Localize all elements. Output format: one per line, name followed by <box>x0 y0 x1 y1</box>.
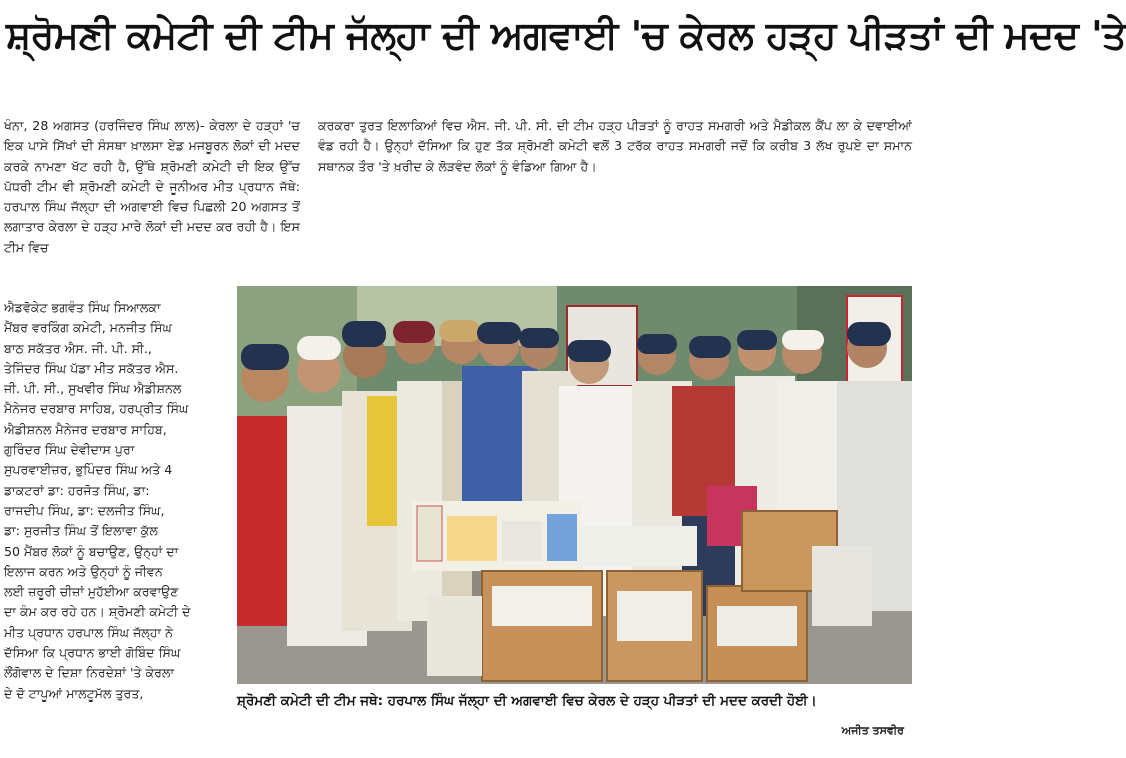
article-line: ਬਾਠ ਸਕੱਤਰ ਐਸ. ਜੀ. ਪੀ. ਸੀ., <box>4 340 152 356</box>
article-line: 50 ਮੈਂਬਰ ਲੋਕਾਂ ਨੂੰ ਬਚਾਉਣ, ਉਨ੍ਹਾਂ ਦਾ <box>4 543 179 559</box>
article-line: ਡਾ: ਸੁਰਜੀਤ ਸਿੰਘ ਤੋਂ ਇਲਾਵਾ ਕੁੱਲ <box>4 523 158 539</box>
article-line: ਸੁਪਰਵਾਈਜ਼ਰ, ਭੁਪਿੰਦਰ ਸਿੰਘ ਅਤੇ 4 <box>4 462 173 478</box>
photo-credit: ਅਜੀਤ ਤਸਵੀਰ <box>841 724 904 737</box>
article-column-2 <box>318 116 912 177</box>
photo-illustration <box>237 286 912 684</box>
article-column-1-narrow <box>4 298 232 704</box>
article-line: ਦਾ ਕੰਮ ਕਰ ਰਹੇ ਹਨ। ਸ਼੍ਰੋਮਣੀ ਕਮੇਟੀ ਦੇ <box>4 604 191 620</box>
article-line: ਮੀਤ ਪ੍ਰਧਾਨ ਹਰਪਾਲ ਸਿੰਘ ਜੱਲ੍ਹਾ ਨੇ <box>4 624 174 640</box>
article-line: ਲਈ ਜ਼ਰੂਰੀ ਚੀਜ਼ਾਂ ਮੁਹੱਈਆ ਕਰਵਾਉਣ <box>4 584 179 600</box>
article-line: ਐਡਵੋਕੇਟ ਭਗਵੰਤ ਸਿੰਘ ਸਿਆਲਕਾ <box>4 300 161 315</box>
article-line: ਡਾਕਟਰਾਂ ਡਾ: ਹਰਜੋਤ ਸਿੰਘ, ਡਾ: <box>4 482 150 498</box>
news-photo <box>237 286 912 684</box>
article-line: ਐਡੀਸ਼ਨਲ ਮੈਨੇਜਰ ਦਰਬਾਰ ਸਾਹਿਬ, <box>4 421 167 437</box>
article-line: ਗੁਰਿੰਦਰ ਸਿੰਘ ਦੇਵੀਦਾਸ ਪੁਰਾ <box>4 442 135 458</box>
article-line: ਇਲਾਜ ਕਰਨ ਅਤੇ ਉਨ੍ਹਾਂ ਨੂੰ ਜੀਵਨ <box>4 563 163 579</box>
article-line: ਜੀ. ਪੀ. ਸੀ., ਸੁਖਵੀਰ ਸਿੰਘ ਐਡੀਸ਼ਨਲ <box>4 381 182 397</box>
headline: ਸ਼੍ਰੋਮਣੀ ਕਮੇਟੀ ਦੀ ਟੀਮ ਜੱਲ੍ਹਾ ਦੀ ਅਗਵਾਈ 'ਚ ਕੇਰਲ ਹੜ੍ਹ ਪੀੜਤਾਂ ਦੀ ਮਦਦ 'ਤੇ <box>6 13 1126 57</box>
article-line: ਦੇ ਦੋ ਟਾਪੂਆਂ ਮਾਲਟੂਮੱਲ ਤੁਰਤ, <box>4 685 144 701</box>
article-paragraph-continued: ਕਰਕਰਾ ਤੁਰਤ ਇਲਾਕਿਆਂ ਵਿਚ ਐਸ. ਜੀ. ਪੀ. ਸੀ. ਦੀ ਟੀਮ ਹੜ੍ਹ ਪੀੜਤਾਂ ਨੂੰ ਰਾਹਤ ਸਮਗਰੀ ਅਤੇ ਮੈਡੀਕਲ ਕੈਂਪ ਲਾ ਕੇ ਦਵਾਈਆਂ ਵੰਡ ਰਹੀ ਹੈ। ਉਨ੍ਹਾਂ ਦੱਸਿਆ ਕਿ ਹੁਣ ਤੱਕ ਸ਼੍ਰੋਮਣੀ ਕਮੇਟੀ ਵਲੋਂ 3 ਟਰੱਕ ਰਾਹਤ ਸਮਗਰੀ ਜਦੋਂ ਕਿ ਕਰੀਬ 3 ਲੱਖ ਰੁਪਏ ਦਾ ਸਮਾਨ ਸਥਾਨਕ ਤੌਰ 'ਤੇ ਖ਼ਰੀਦ ਕੇ ਲੋੜਵੰਦ ਲੋਕਾਂ ਨੂੰ ਵੰਡਿਆ ਗਿਆ ਹੈ। <box>318 118 912 174</box>
article-column-1 <box>4 116 300 258</box>
article-line: ਦੱਸਿਆ ਕਿ ਪ੍ਰਧਾਨ ਭਾਈ ਗੋਬਿੰਦ ਸਿੰਘ <box>4 645 181 661</box>
article-line: ਮੈਂਬਰ ਵਰਕਿੰਗ ਕਮੇਟੀ, ਮਨਜੀਤ ਸਿੰਘ <box>4 320 172 336</box>
article-paragraph-lead: ਖੰਨਾ, 28 ਅਗਸਤ (ਹਰਜਿੰਦਰ ਸਿੰਘ ਲਾਲ)- ਕੇਰਲਾ ਦੇ ਹੜ੍ਹਾਂ 'ਚ ਇਕ ਪਾਸੇ ਸਿੱਖਾਂ ਦੀ ਸੰਸਥਾ ਖ਼ਾਲਸਾ ਏਡ ਮਜਬੂਰਨ ਲੋਕਾਂ ਦੀ ਮਦਦ ਕਰਕੇ ਨਾਮਣਾ ਖੱਟ ਰਹੀ ਹੈ, ਉੱਥੇ ਸ਼੍ਰੋਮਣੀ ਕਮੇਟੀ ਦੀ ਇਕ ਉੱਚ ਪੱਧਰੀ ਟੀਮ ਵੀ ਸ਼੍ਰੋਮਣੀ ਕਮੇਟੀ ਦੇ ਜੂਨੀਅਰ ਮੀਤ ਪ੍ਰਧਾਨ ਜੱਥੇ: ਹਰਪਾਲ ਸਿੰਘ ਜੱਲ੍ਹਾ ਦੀ ਅਗਵਾਈ ਵਿਚ ਪਿਛਲੀ 20 ਅਗਸਤ ਤੋਂ ਲਗਾਤਾਰ ਕੇਰਲਾ ਦੇ ਹੜ੍ਹ ਮਾਰੇ ਲੋਕਾਂ ਦੀ ਮਦਦ ਕਰ ਰਹੀ ਹੈ। ਇਸ ਟੀਮ ਵਿਚ <box>4 118 300 255</box>
article-line: ਮੈਨੇਜਰ ਦਰਬਾਰ ਸਾਹਿਬ, ਹਰਪ੍ਰੀਤ ਸਿੰਘ <box>4 401 189 417</box>
article-line: ਤੇਜਿੰਦਰ ਸਿੰਘ ਪੱਡਾ ਮੀਤ ਸਕੱਤਰ ਐਸ. <box>4 360 179 376</box>
article-line: ਲੌਂਗੋਵਾਲ ਦੇ ਦਿਸ਼ਾ ਨਿਰਦੇਸ਼ਾਂ 'ਤੇ ਕੇਰਲਾ <box>4 665 175 681</box>
photo-caption: ਸ਼੍ਰੋਮਣੀ ਕਮੇਟੀ ਦੀ ਟੀਮ ਜਥੇ: ਹਰਪਾਲ ਸਿੰਘ ਜੱਲ੍ਹਾ ਦੀ ਅਗਵਾਈ ਵਿਚ ਕੇਰਲ ਦੇ ਹੜ੍ਹ ਪੀੜਤਾਂ ਦੀ ਮਦਦ ਕਰਦੀ ਹੋਈ। <box>237 693 817 709</box>
article-line: ਰਾਜਦੀਪ ਸਿੰਘ, ਡਾ: ਦਲਜੀਤ ਸਿੰਘ, <box>4 502 165 518</box>
